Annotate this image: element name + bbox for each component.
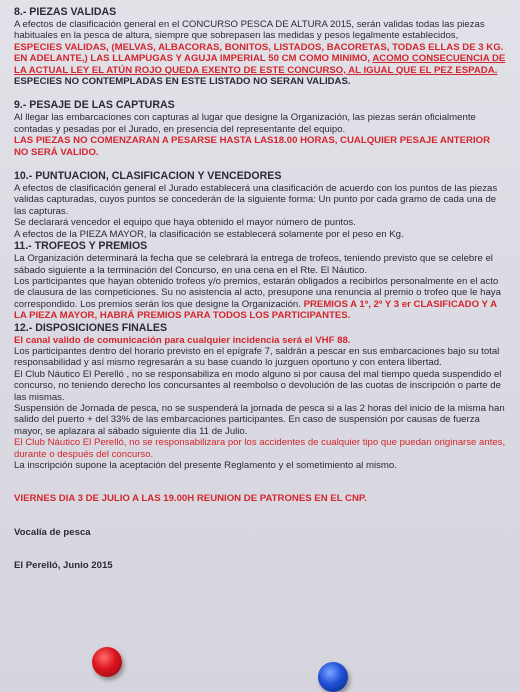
- s8-not-valid-species: ESPECIES NO CONTEMPLADAS EN ESTE LISTADO NO SERAN VALIDAS.: [14, 76, 351, 88]
- s8-valid-species: ESPECIES VALIDAS, (MELVAS, ALBACORAS, BONITOS, LISTADOS, BACORETAS, TODAS ELLAS DE 3 KG. EN ADELANTE,) LAS LLAMPUGAS Y AGUJA IMPERIAL 50 CM COMO MINIMO,: [14, 41, 504, 65]
- s11-prizes: PREMIOS A 1º, 2º Y 3 er CLASIFICADO Y A LA PIEZA MAYOR, HABRÁ PREMIOS PARA TODOS LOS PARTICIPANTES.: [14, 298, 497, 322]
- s8-atun-rojo-exemption: ACOMO CONSECUENCIA DE LA ACTUAL LEY EL ATÚN ROJO QUEDA EXENTO DE ESTE CONCURSO, AL IGUAL QUE EL PEZ ESPADA.: [14, 53, 506, 76]
- s11-text: Los participantes que hayan obtenido trofeos y/o premios, estarán obligados a recibirlos personalmente en el acto de clausura de las competiciones. Su no asistencia al acto, presupone una renuncia al premio o trofeo que le haya correspondido. Los premios serán los que designe la Organización.: [14, 275, 501, 310]
- regulation-document: [14, 6, 506, 572]
- signature-role: Vocalía de pesca: [14, 526, 91, 538]
- section-8-paragraph: [14, 19, 506, 87]
- section-9-heading: 9.- PESAJE DE LAS CAPTURAS: [14, 99, 175, 112]
- section-12-paragraph-6: La inscripción supone la aceptación del presente Reglamento y el sometimiento al mismo.: [14, 460, 397, 471]
- section-12-paragraph-5: El Club Náutico El Perelló, no se responsabilizara por los accidentes de cualquier tipo que puedan originarse antes, durante o después del concurso.: [14, 437, 506, 460]
- section-9-paragraph: Al llegar las embarcaciones con capturas al lugar que designe la Organización, las piezas serán oficialmente contadas y pesadas por el Jurado, en presencia del representante del equipo.: [14, 112, 476, 135]
- s8-text-intro: A efectos de clasificación general en el CONCURSO PESCA DE ALTURA 2015, serán validas todas las piezas habituales en la pesca de altura, siempre que sobrepasen las medidas y pesos legalmente establecidos,: [14, 19, 485, 42]
- section-10-paragraph-3: A efectos de la PIEZA MAYOR, la clasificación se establecerá solamente por el peso en Kg.: [14, 228, 404, 240]
- section-10-paragraph-1: A efectos de clasificación general el Jurado establecerá una clasificación de acuerdo con los puntos de las piezas validas capturadas, cuyos puntos se concederán de la siguiente forma: Un punto por cada gramo de cada una de las capturas.: [14, 183, 498, 217]
- red-pushpin-icon: [92, 647, 122, 677]
- blue-pushpin-icon: [318, 662, 348, 692]
- section-9-weighing-time: LAS PIEZAS NO COMENZARAN A PESARSE HASTA LAS18.00 HORAS, CUALQUIER PESAJE ANTERIOR NO SERÁ VALIDO.: [14, 135, 491, 158]
- section-12-paragraph-3: El Club Náutico El Perelló , no se responsabiliza en modo alguno si por causa del mal tiempo queda suspendido el concurso, no teniendo derecho los concursantes al reembolso o devolución de las cuotas de inscripción o parte de las mismas.: [14, 368, 502, 403]
- section-10-heading: 10.- PUNTUACION, CLASIFICACION Y VENCEDORES: [14, 170, 282, 183]
- signature-place-date: El Perelló, Junio 2015: [14, 560, 113, 572]
- section-12-paragraph-2: Los participantes dentro del horario previsto en el epígrafe 7, saldrán a pescar en sus embarcaciones bajo su total responsabilidad y así mismo regresarán a su base cuando lo juzguen oportuno y con entera libertad.: [14, 345, 500, 369]
- section-10-paragraph-2: Se declarará vencedor el equipo que haya obtenido el mayor número de puntos.: [14, 217, 356, 229]
- section-11-heading: 11.- TROFEOS Y PREMIOS: [14, 240, 148, 253]
- skippers-meeting-notice: VIERNES DIA 3 DE JULIO A LAS 19.00H REUNION DE PATRONES EN EL CNP.: [14, 493, 367, 505]
- section-8-heading: 8.- PIEZAS VALIDAS: [14, 6, 117, 18]
- section-12-heading: 12.- DISPOSICIONES FINALES: [14, 321, 168, 334]
- section-11-paragraph-1: La Organización determinará la fecha que se celebrará la entrega de trofeos, teniendo previsto que se celebre el sábado siguiente a la terminación del Concurso, en una cena en el Rte. El Náutico.: [14, 253, 493, 276]
- section-11-paragraph-2: [14, 276, 506, 322]
- section-12-paragraph-4: Suspensión de Jornada de pesca, no se suspenderá la jornada de pesca si a las 2 horas del inicio de la misma han salido del puerto + del 33% de las embarcaciones participantes. En caso de suspensión por causas de fuerza mayor, se aplazara al sábado siguiente día 11 de Julio.: [14, 402, 505, 437]
- section-12-vhf-channel: El canal valido de comunicación para cualquier incidencia será el VHF 88.: [14, 334, 351, 346]
